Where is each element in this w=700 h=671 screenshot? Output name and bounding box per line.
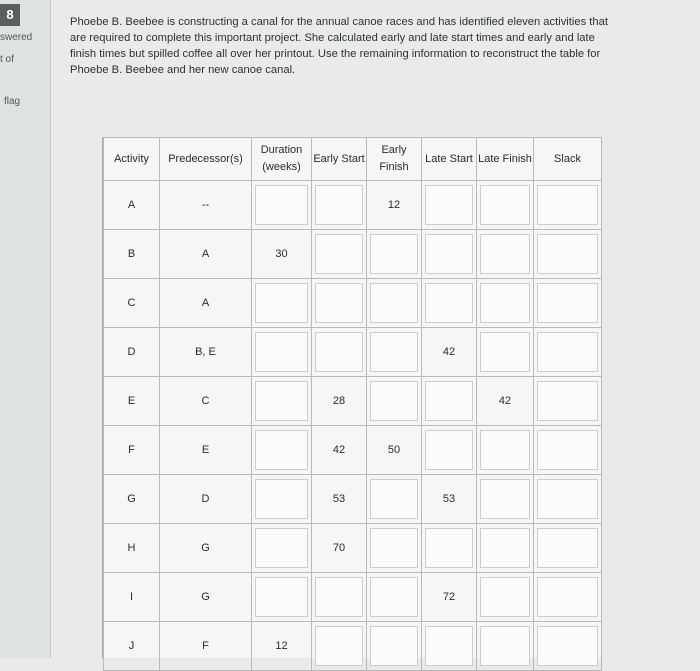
duration-input[interactable] [255,283,308,323]
late-finish-input[interactable] [480,430,530,470]
cell-predecessors: B, E [160,328,252,377]
cell-predecessors: A [160,279,252,328]
flag-question-link[interactable]: flag [4,96,21,107]
late-start-input[interactable] [425,430,473,470]
late-finish-input[interactable] [480,479,530,519]
cell-late-start[interactable] [422,377,477,426]
early-finish-input[interactable] [370,626,418,666]
table-header-row [104,138,602,181]
cell-slack[interactable] [534,475,602,524]
cell-predecessors: D [160,475,252,524]
cell-duration[interactable] [252,279,312,328]
header-early-finish: Early Finish [367,138,422,181]
slack-input[interactable] [537,283,598,323]
cell-duration[interactable] [252,475,312,524]
cell-duration[interactable] [252,426,312,475]
cell-early-start[interactable] [312,622,367,671]
table-row [104,573,602,622]
cell-slack[interactable] [534,230,602,279]
late-start-value: 42 [442,346,456,358]
late-start-input[interactable] [425,528,473,568]
late-finish-input[interactable] [480,577,530,617]
late-start-input[interactable] [425,283,473,323]
slack-input[interactable] [537,381,598,421]
cell-duration [252,622,312,671]
cell-early-finish[interactable] [367,573,422,622]
header-predecessors: Predecessor(s) [160,138,252,181]
table-row [104,377,602,426]
cell-duration[interactable] [252,328,312,377]
slack-input[interactable] [537,528,598,568]
late-start-input[interactable] [425,185,473,225]
duration-value: 12 [275,640,288,652]
cell-slack[interactable] [534,622,602,671]
cell-activity: A [104,181,160,230]
cell-late-start[interactable] [422,230,477,279]
cell-early-finish [367,426,422,475]
late-start-value: 53 [442,493,456,505]
early-finish-input[interactable] [370,332,418,372]
cell-activity: D [104,328,160,377]
header-activity: Activity [104,138,160,181]
cell-predecessors: F [160,622,252,671]
answer-sheet [102,137,601,658]
early-start-value: 42 [332,444,346,456]
late-finish-input[interactable] [480,626,530,666]
cell-activity: F [104,426,160,475]
early-start-value: 53 [332,493,346,505]
late-finish-value: 42 [498,395,512,407]
early-start-input[interactable] [315,332,363,372]
early-finish-input[interactable] [370,479,418,519]
cell-slack[interactable] [534,573,602,622]
question-sidebar [0,0,51,658]
slack-input[interactable] [537,430,598,470]
cell-slack[interactable] [534,328,602,377]
early-finish-input[interactable] [370,381,418,421]
cell-late-start [422,475,477,524]
cell-early-finish[interactable] [367,328,422,377]
late-start-input[interactable] [425,234,473,274]
table-row [104,181,602,230]
cell-predecessors: E [160,426,252,475]
late-finish-input[interactable] [480,332,530,372]
cell-late-start[interactable] [422,279,477,328]
early-start-value: 28 [332,395,346,407]
cell-early-start [312,426,367,475]
early-start-input[interactable] [315,185,363,225]
cell-late-finish[interactable] [477,524,534,573]
header-slack: Slack [534,138,602,181]
cell-early-start [312,524,367,573]
late-finish-input[interactable] [480,234,530,274]
cell-activity: C [104,279,160,328]
duration-input[interactable] [255,528,308,568]
early-start-input[interactable] [315,234,363,274]
duration-input[interactable] [255,430,308,470]
cell-early-start[interactable] [312,279,367,328]
early-start-value: 70 [332,542,346,554]
cell-late-start[interactable] [422,622,477,671]
cell-early-start [312,475,367,524]
cell-late-start[interactable] [422,181,477,230]
cell-late-finish[interactable] [477,426,534,475]
early-finish-input[interactable] [370,234,418,274]
slack-input[interactable] [537,479,598,519]
slack-input[interactable] [537,185,598,225]
cell-late-start[interactable] [422,524,477,573]
cell-late-finish[interactable] [477,279,534,328]
table-row [104,279,602,328]
duration-input[interactable] [255,381,308,421]
early-start-input[interactable] [315,577,363,617]
slack-input[interactable] [537,626,598,666]
cell-slack[interactable] [534,426,602,475]
cell-activity: B [104,230,160,279]
late-start-input[interactable] [425,626,473,666]
late-finish-input[interactable] [480,283,530,323]
cell-late-start[interactable] [422,426,477,475]
slack-input[interactable] [537,577,598,617]
cell-duration[interactable] [252,377,312,426]
slack-input[interactable] [537,234,598,274]
cell-activity: G [104,475,160,524]
question-number: 8 [0,4,20,26]
cell-early-start[interactable] [312,230,367,279]
cell-early-finish[interactable] [367,279,422,328]
cell-early-finish[interactable] [367,524,422,573]
cell-slack[interactable] [534,377,602,426]
cell-duration [252,230,312,279]
cell-activity: E [104,377,160,426]
cell-early-finish[interactable] [367,377,422,426]
cell-late-finish[interactable] [477,230,534,279]
cell-predecessors: G [160,573,252,622]
table-row [104,426,602,475]
cell-late-finish [477,377,534,426]
cell-activity: I [104,573,160,622]
cell-activity: H [104,524,160,573]
early-start-input[interactable] [315,626,363,666]
header-duration: Duration (weeks) [252,138,312,181]
cell-early-finish[interactable] [367,475,422,524]
late-start-value: 72 [442,591,456,603]
early-finish-input[interactable] [370,283,418,323]
duration-input[interactable] [255,577,308,617]
cell-predecessors: -- [160,181,252,230]
cell-predecessors: C [160,377,252,426]
cell-late-finish[interactable] [477,475,534,524]
header-late-start: Late Start [422,138,477,181]
cell-late-start [422,328,477,377]
cell-early-start[interactable] [312,181,367,230]
cell-early-finish [367,181,422,230]
early-finish-input[interactable] [370,577,418,617]
early-finish-value: 50 [387,444,401,456]
duration-value: 30 [275,248,288,260]
cell-early-start[interactable] [312,328,367,377]
table-row [104,475,602,524]
cell-late-finish[interactable] [477,328,534,377]
cell-early-start[interactable] [312,573,367,622]
early-finish-value: 12 [387,199,401,211]
answered-status: swered [0,32,33,43]
cell-late-start [422,573,477,622]
cell-early-finish[interactable] [367,622,422,671]
duration-input[interactable] [255,479,308,519]
cell-slack[interactable] [534,181,602,230]
early-start-input[interactable] [315,283,363,323]
table-row [104,524,602,573]
late-finish-input[interactable] [480,528,530,568]
duration-input[interactable] [255,332,308,372]
table-row [104,622,602,671]
slack-input[interactable] [537,332,598,372]
late-finish-input[interactable] [480,185,530,225]
cell-early-finish[interactable] [367,230,422,279]
table-row [104,230,602,279]
cell-late-finish[interactable] [477,622,534,671]
question-text: Phoebe B. Beebee is constructing a canal for the annual canoe races and has identified eleven activities that are required to complete this important project. She calculated early and late start times and early and late finish times but spilled coffee all over her printout. Use the remaining information to reconstruct the table for Phoebe B. Beebee and her new canoe canal. [70,16,608,76]
cell-early-start [312,377,367,426]
cell-duration[interactable] [252,573,312,622]
cell-duration[interactable] [252,524,312,573]
cell-slack[interactable] [534,524,602,573]
cell-predecessors: G [160,524,252,573]
cell-slack[interactable] [534,279,602,328]
cell-activity: J [104,622,160,671]
header-late-finish: Late Finish [477,138,534,181]
cpm-table [103,137,602,671]
cell-late-finish[interactable] [477,573,534,622]
table-row [104,328,602,377]
points-label: t of [0,54,14,65]
cell-late-finish[interactable] [477,181,534,230]
cell-predecessors: A [160,230,252,279]
late-start-input[interactable] [425,381,473,421]
header-early-start: Early Start [312,138,367,181]
early-finish-input[interactable] [370,528,418,568]
cell-duration[interactable] [252,181,312,230]
duration-input[interactable] [255,185,308,225]
